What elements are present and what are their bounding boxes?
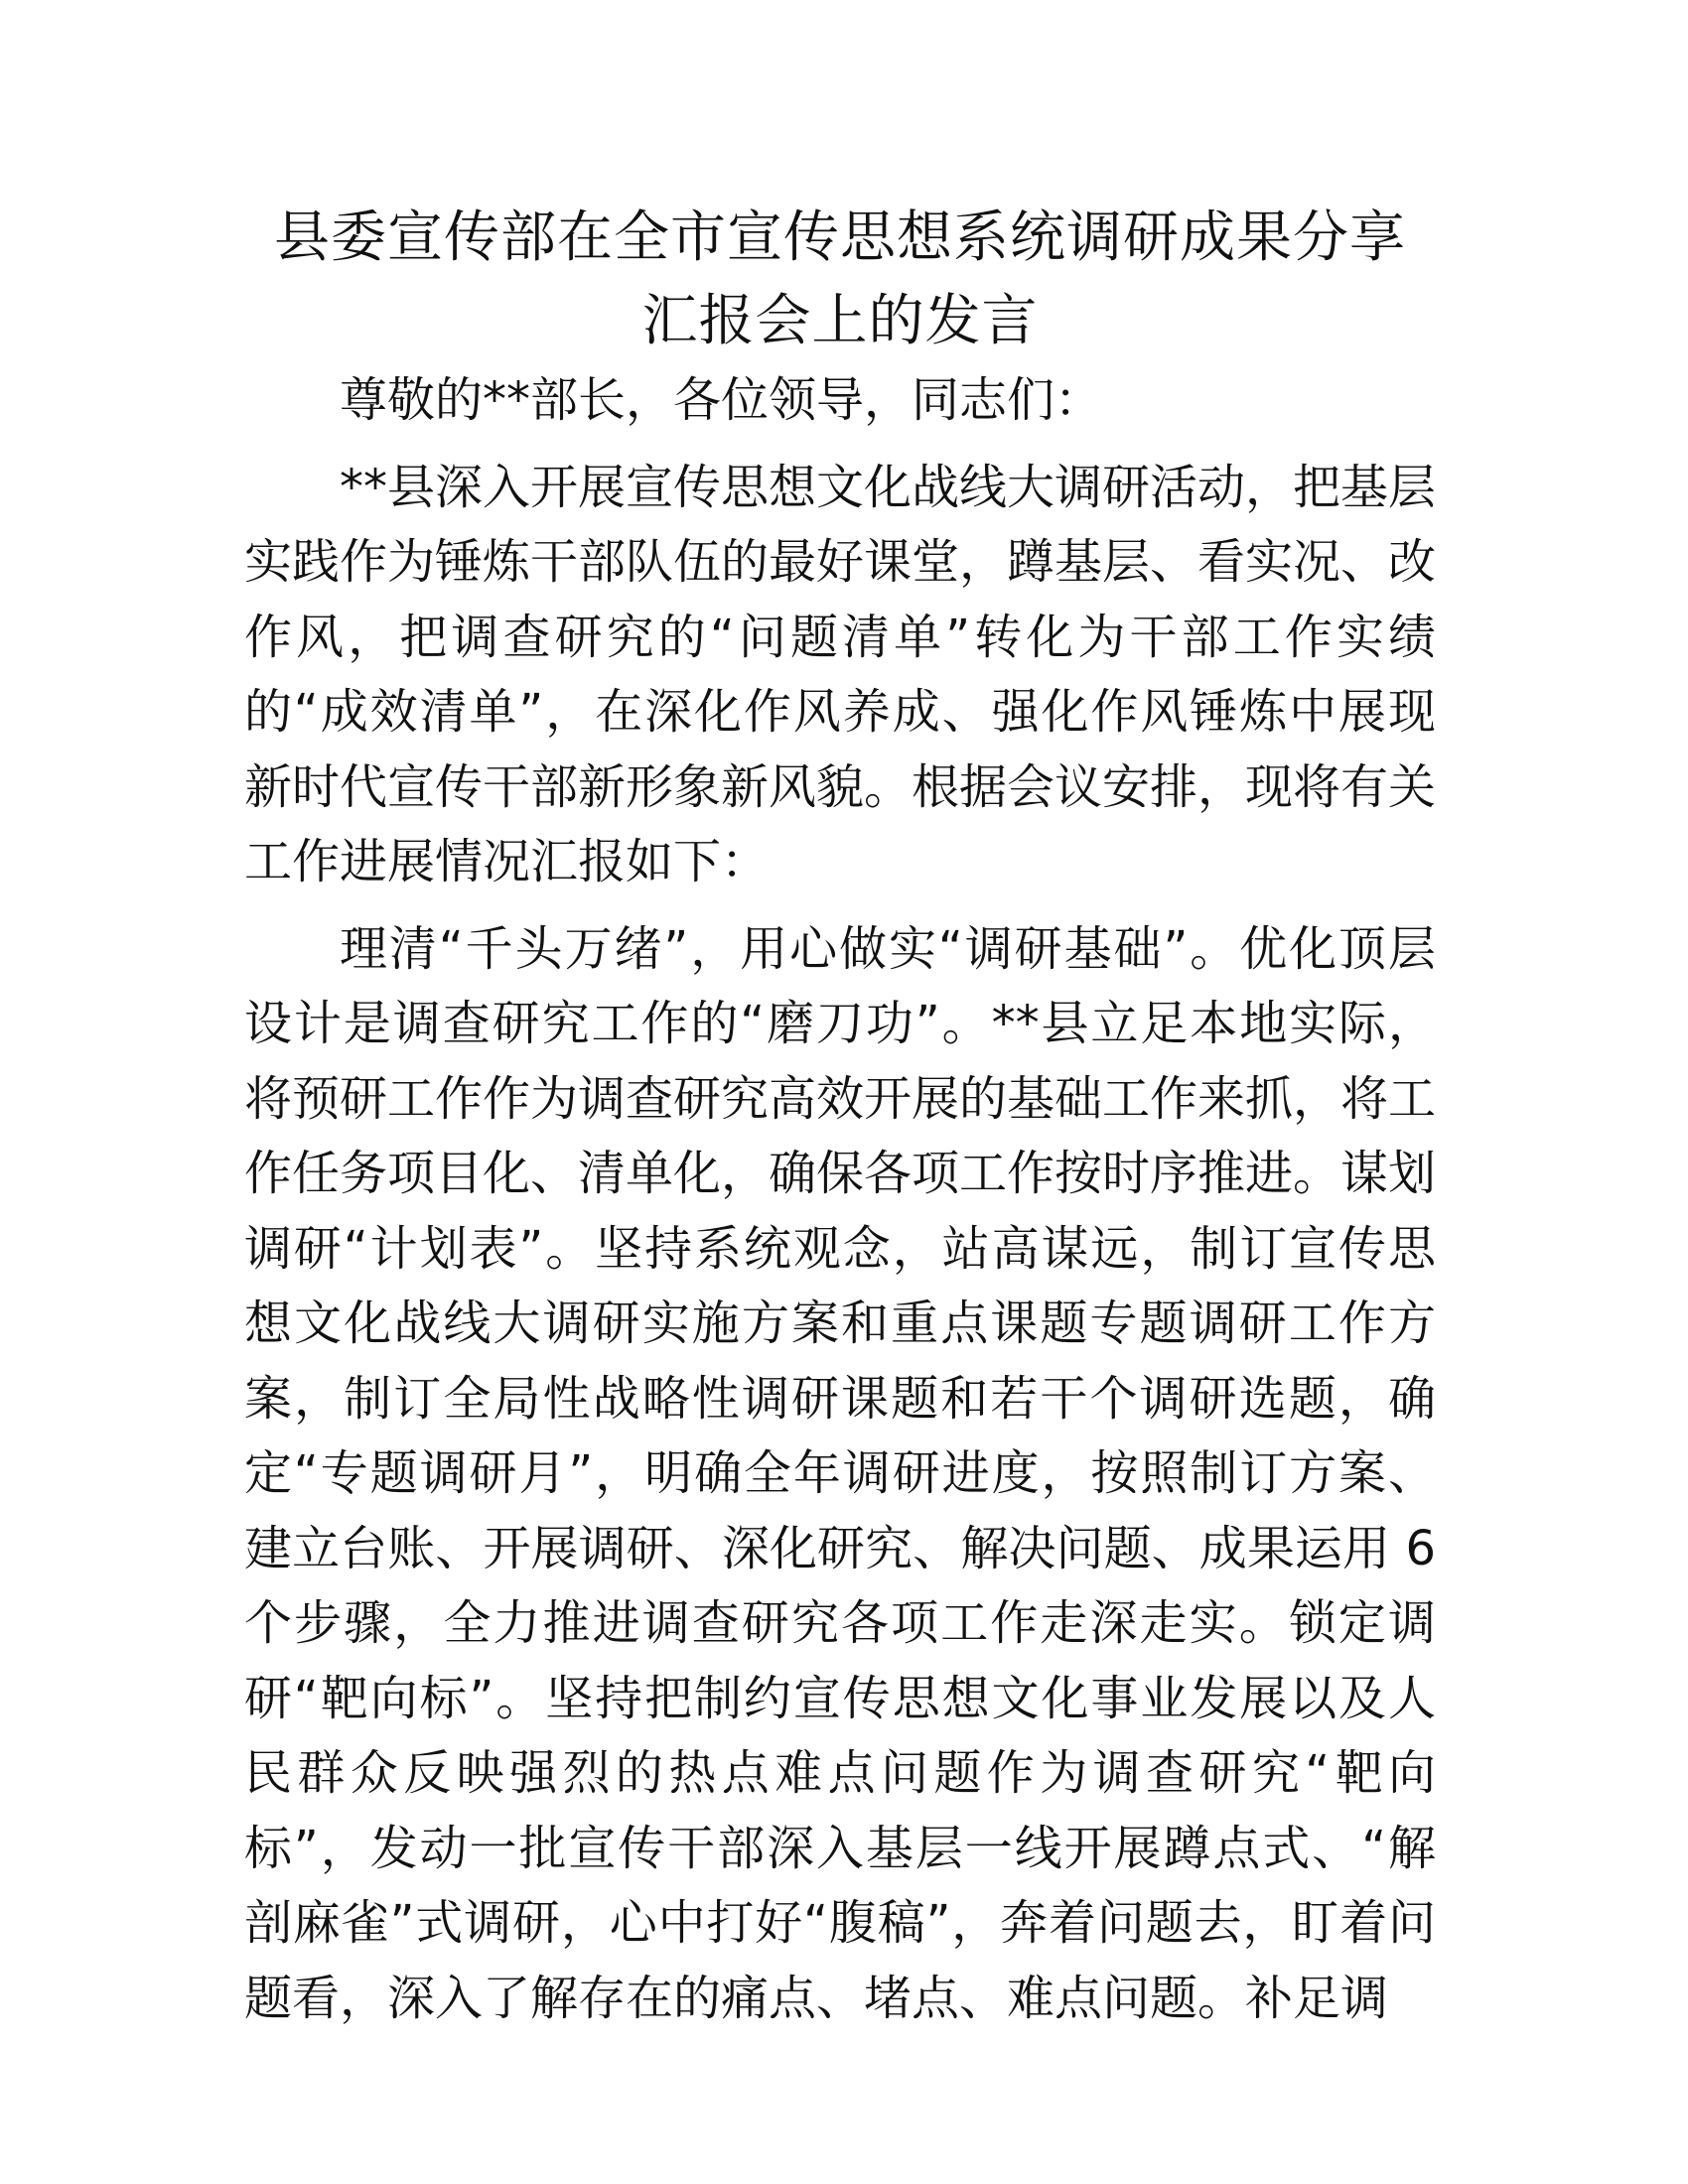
title-line-2: 汇报会上的发言: [641, 289, 1039, 353]
document-title: [244, 197, 1436, 363]
title-line-1: 县委宣传部在全市宣传思想系统调研成果分享: [274, 205, 1406, 270]
paragraph-research-foundation: 理清“千头万绪”，用心做实“调研基础”。优化顶层设计是调查研究工作的“磨刀功”。**县立足本地实际，将预研工作作为调查研究高效开展的基础工作来抓，将工作任务项目化、清单化，确保各项工作按时序推进。谋划调研“计划表”。坚持系统观念，站高谋远，制订宣传思想文化战线大调研实施方案和重点课题专题调研工作方案，制订全局性战略性调研课题和若干个调研选题，确定“专题调研月”，明确全年调研进度，按照制订方案、建立台账、开展调研、深化研究、解决问题、成果运用 6 个步骤，全力推进调查研究各项工作走深走实。锁定调研“靶向标”。坚持把制约宣传思想文化事业发展以及人民群众反映强烈的热点难点问题作为调查研究“靶向标”，发动一批宣传干部深入基层一线开展蹲点式、“解剖麻雀”式调研，心中打好“腹稿”，奔着问题去，盯着问题看，深入了解存在的痛点、堵点、难点问题。补足调: [244, 920, 1437, 2026]
document-body: [244, 197, 1436, 2036]
paragraph-intro: **县深入开展宣传思想文化战线大调研活动，把基层实践作为锤炼干部队伍的最好课堂，蹲基层、看实况、改作风，把调查研究的“问题清单”转化为干部工作实绩的“成效清单”，在深化作风养成、强化作风锤炼中展现新时代宣传干部新形象新风貌。根据会议安排，现将有关工作进展情况汇报如下：: [244, 459, 1437, 889]
salutation: 尊敬的**部长，各位领导，同志们：: [340, 372, 1103, 428]
